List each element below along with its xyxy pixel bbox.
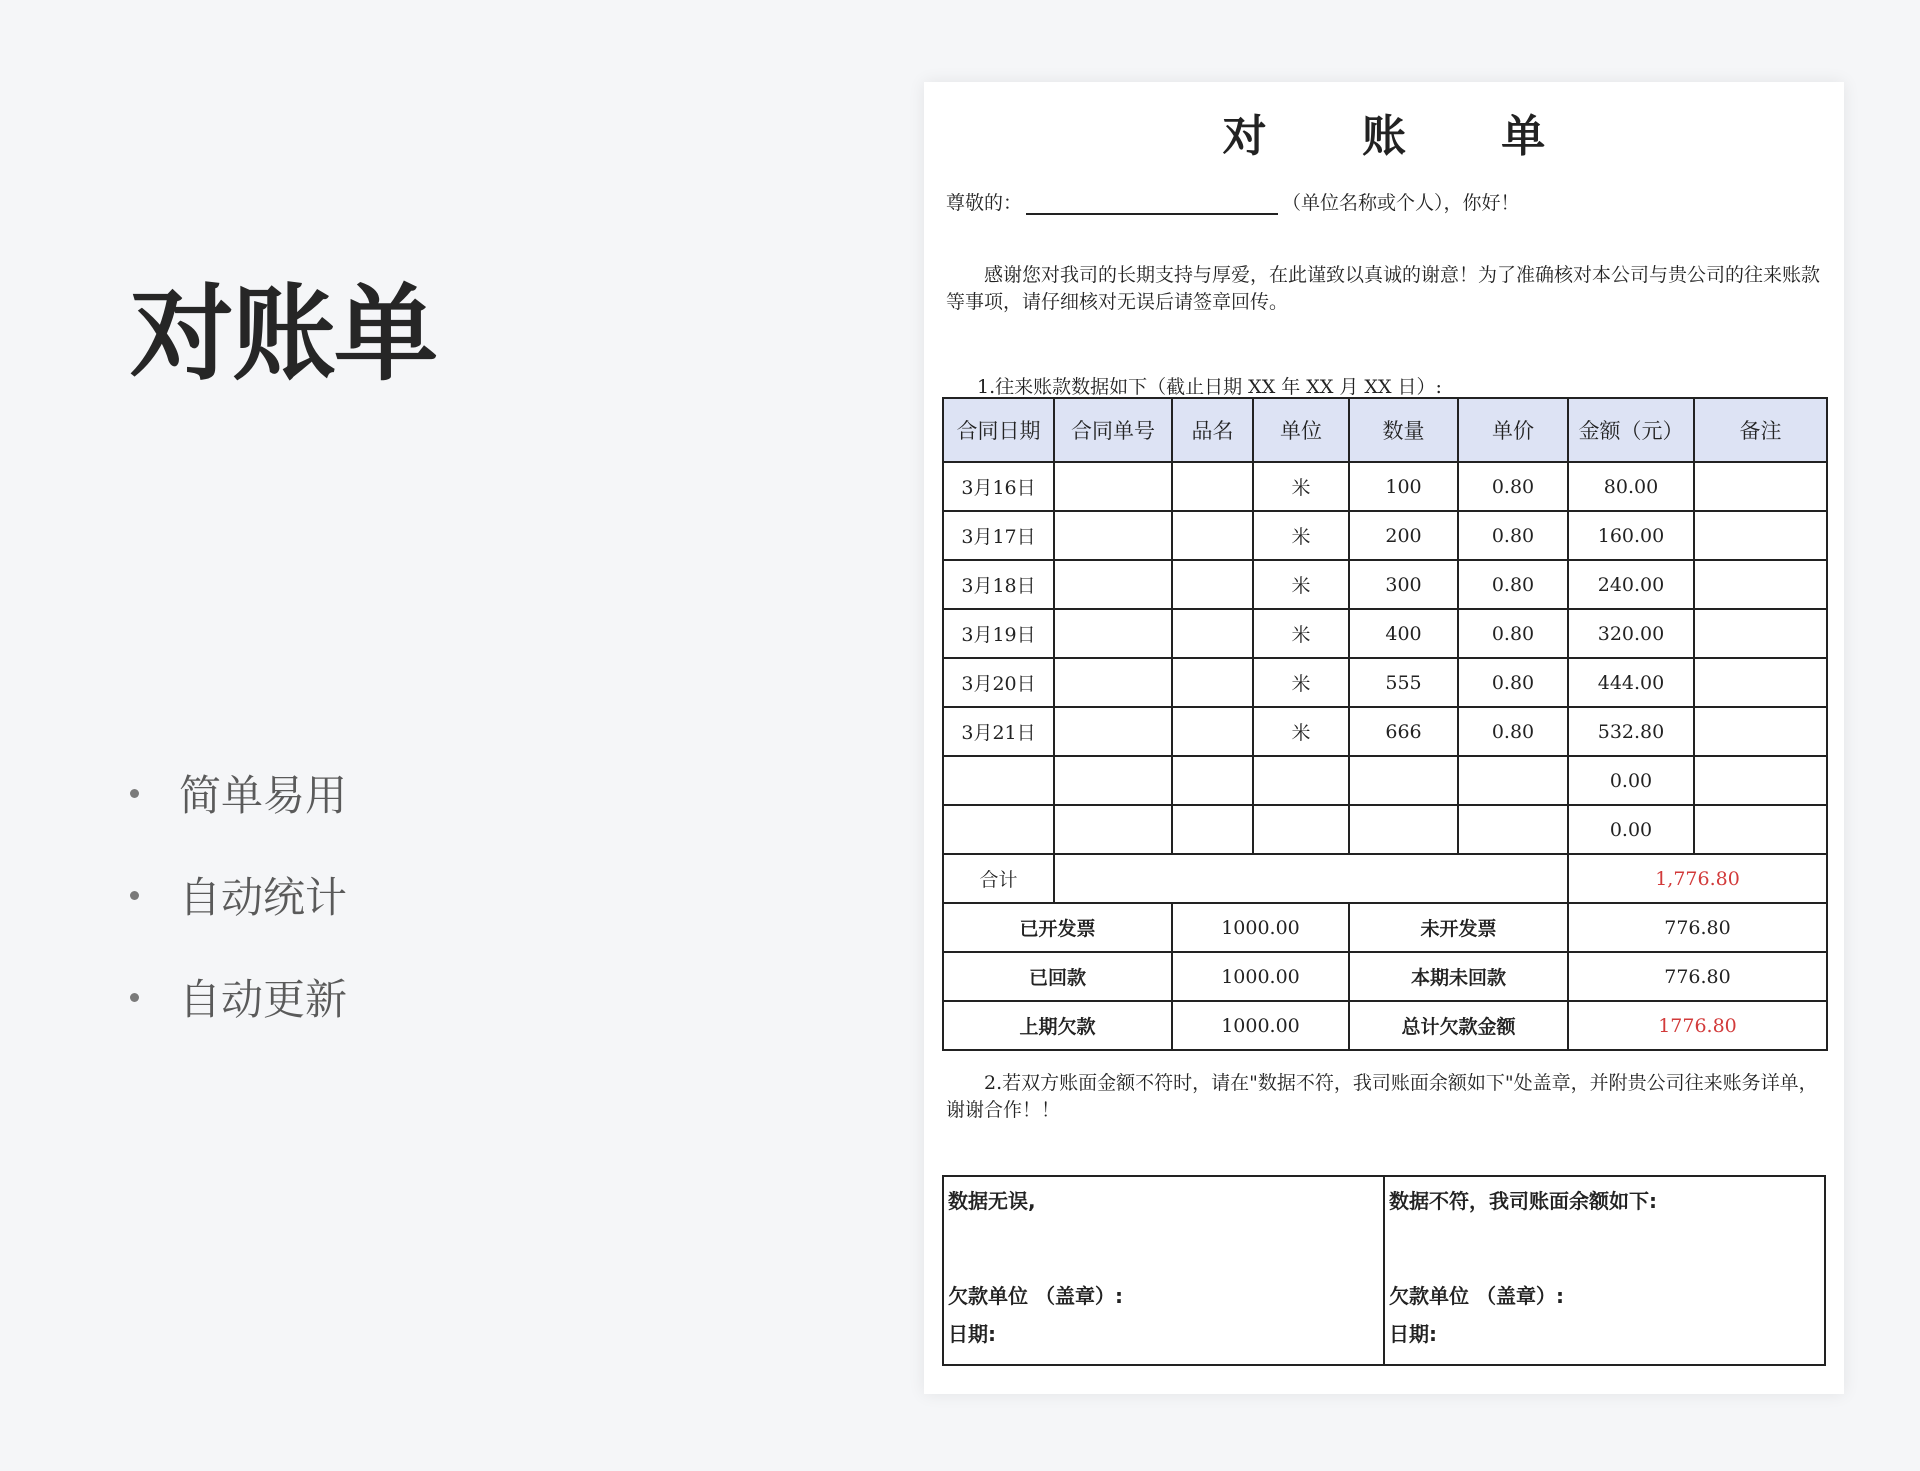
table-cell: [1054, 511, 1172, 560]
table-row: [943, 462, 1827, 511]
total-debt-label: 总计欠款金额: [1349, 1001, 1568, 1050]
table-cell: 米: [1253, 707, 1349, 756]
table-row: [943, 756, 1827, 805]
greeting-suffix: （单位名称或个人），你好！: [1282, 192, 1520, 214]
date-label: 日期:: [948, 1322, 996, 1346]
confirm-mismatch-heading: 数据不符，我司账面余额如下:: [1389, 1189, 1657, 1213]
received-value: 1000.00: [1172, 952, 1349, 1001]
total-label: 合计: [943, 854, 1054, 903]
debtor-stamp-label: 欠款单位 （盖章）:: [948, 1284, 1123, 1308]
table-row: [943, 511, 1827, 560]
confirm-correct-panel: [944, 1177, 1383, 1364]
table-cell: [1253, 805, 1349, 854]
column-header: 数量: [1349, 398, 1458, 462]
feature-item: [130, 742, 347, 844]
table-cell: 3月21日: [943, 707, 1054, 756]
table-cell: [1054, 609, 1172, 658]
bullet-icon: [130, 891, 139, 900]
table-cell: [943, 805, 1054, 854]
uninvoiced-label: 未开发票: [1349, 903, 1568, 952]
recipient-blank: [1026, 191, 1278, 215]
table-cell: 0.00: [1568, 805, 1694, 854]
summary-row: [943, 1001, 1827, 1050]
table-cell: [1172, 609, 1253, 658]
table-cell: [1458, 805, 1568, 854]
table-cell: 3月17日: [943, 511, 1054, 560]
statement-sheet: [924, 82, 1844, 1394]
table-cell: 3月19日: [943, 609, 1054, 658]
table-cell: [1694, 805, 1827, 854]
table-cell: 3月20日: [943, 658, 1054, 707]
table-cell: 0.80: [1458, 609, 1568, 658]
summary-row: [943, 952, 1827, 1001]
table-cell: 240.00: [1568, 560, 1694, 609]
feature-item: [130, 946, 347, 1048]
table-cell: 3月16日: [943, 462, 1054, 511]
outstanding-label: 本期未回款: [1349, 952, 1568, 1001]
debtor-stamp-label: 欠款单位 （盖章）:: [1389, 1284, 1564, 1308]
feature-label: 简单易用: [179, 771, 348, 820]
invoiced-label: 已开发票: [943, 903, 1172, 952]
table-cell: 320.00: [1568, 609, 1694, 658]
table-cell: [1694, 707, 1827, 756]
table-cell: 444.00: [1568, 658, 1694, 707]
table-cell: [1172, 560, 1253, 609]
table-cell: [1349, 805, 1458, 854]
table-header-row: [943, 398, 1827, 462]
column-header: 金额（元）: [1568, 398, 1694, 462]
table-cell: 0.00: [1568, 756, 1694, 805]
column-header: 单位: [1253, 398, 1349, 462]
table-cell: [1172, 462, 1253, 511]
greeting-prefix: 尊敬的：: [946, 192, 1023, 214]
table-row: [943, 707, 1827, 756]
table-row: [943, 805, 1827, 854]
table-cell: [1172, 511, 1253, 560]
table-cell: 0.80: [1458, 560, 1568, 609]
table-cell: 80.00: [1568, 462, 1694, 511]
table-cell: 666: [1349, 707, 1458, 756]
feature-label: 自动更新: [179, 975, 348, 1024]
table-cell: [1694, 756, 1827, 805]
uninvoiced-value: 776.80: [1568, 903, 1827, 952]
date-label: 日期:: [1389, 1322, 1437, 1346]
previous-debt-label: 上期欠款: [943, 1001, 1172, 1050]
page-title: 对账单: [130, 273, 437, 395]
greeting-line: [946, 188, 1520, 215]
table-cell: [1172, 805, 1253, 854]
table-cell: 532.80: [1568, 707, 1694, 756]
table-cell: [1253, 756, 1349, 805]
table-cell: [1054, 462, 1172, 511]
table-cell: [1054, 560, 1172, 609]
table-cell: 0.80: [1458, 511, 1568, 560]
confirm-mismatch-panel: [1383, 1177, 1824, 1364]
table-cell: 米: [1253, 658, 1349, 707]
table-cell: [1694, 462, 1827, 511]
table-cell: 0.80: [1458, 462, 1568, 511]
table-cell: [1054, 658, 1172, 707]
table-cell: [1694, 658, 1827, 707]
column-header: 单价: [1458, 398, 1568, 462]
table-cell: 3月18日: [943, 560, 1054, 609]
table-cell: 米: [1253, 560, 1349, 609]
feature-list: [130, 742, 347, 1048]
received-label: 已回款: [943, 952, 1172, 1001]
column-header: 合同日期: [943, 398, 1054, 462]
column-header: 合同单号: [1054, 398, 1172, 462]
total-row: [943, 854, 1827, 903]
table-cell: 米: [1253, 511, 1349, 560]
section-1-heading: 1.往来账款数据如下（截止日期 XX 年 XX 月 XX 日）:: [977, 376, 1442, 398]
feature-item: [130, 844, 347, 946]
table-cell: [1172, 658, 1253, 707]
table-cell: 555: [1349, 658, 1458, 707]
table-cell: 160.00: [1568, 511, 1694, 560]
summary-row: [943, 903, 1827, 952]
total-spacer: [1054, 854, 1568, 903]
table-row: [943, 560, 1827, 609]
table-cell: 300: [1349, 560, 1458, 609]
confirm-correct-heading: 数据无误,: [948, 1189, 1036, 1213]
table-cell: 米: [1253, 609, 1349, 658]
column-header: 备注: [1694, 398, 1827, 462]
table-cell: [1172, 707, 1253, 756]
table-cell: [1172, 756, 1253, 805]
section-2-note: 2.若双方账面金额不符时，请在"数据不符，我司账面余额如下"处盖章，并附贵公司往来账务详单，谢谢合作！！: [946, 1072, 1818, 1121]
total-value: 1,776.80: [1568, 854, 1827, 903]
ledger-table: [942, 397, 1828, 1051]
table-cell: [943, 756, 1054, 805]
table-row: [943, 658, 1827, 707]
table-cell: 400: [1349, 609, 1458, 658]
table-cell: 100: [1349, 462, 1458, 511]
previous-debt-value: 1000.00: [1172, 1001, 1349, 1050]
table-cell: [1694, 560, 1827, 609]
bullet-icon: [130, 993, 139, 1002]
feature-label: 自动统计: [179, 873, 348, 922]
table-cell: [1054, 756, 1172, 805]
total-debt-value: 1776.80: [1568, 1001, 1827, 1050]
table-cell: 200: [1349, 511, 1458, 560]
table-cell: [1458, 756, 1568, 805]
table-cell: [1054, 707, 1172, 756]
bullet-icon: [130, 789, 139, 798]
outstanding-value: 776.80: [1568, 952, 1827, 1001]
document-title: 对 账 单: [1222, 111, 1586, 162]
table-cell: 米: [1253, 462, 1349, 511]
table-cell: [1349, 756, 1458, 805]
table-cell: 0.80: [1458, 707, 1568, 756]
table-cell: 0.80: [1458, 658, 1568, 707]
intro-paragraph: 感谢您对我司的长期支持与厚爱，在此谨致以真诚的谢意！为了准确核对本公司与贵公司的往来账款等事项，请仔细核对无误后请签章回传。: [946, 264, 1821, 313]
table-cell: [1694, 511, 1827, 560]
table-row: [943, 609, 1827, 658]
confirmation-box: [942, 1175, 1826, 1366]
column-header: 品名: [1172, 398, 1253, 462]
invoiced-value: 1000.00: [1172, 903, 1349, 952]
table-cell: [1694, 609, 1827, 658]
table-cell: [1054, 805, 1172, 854]
